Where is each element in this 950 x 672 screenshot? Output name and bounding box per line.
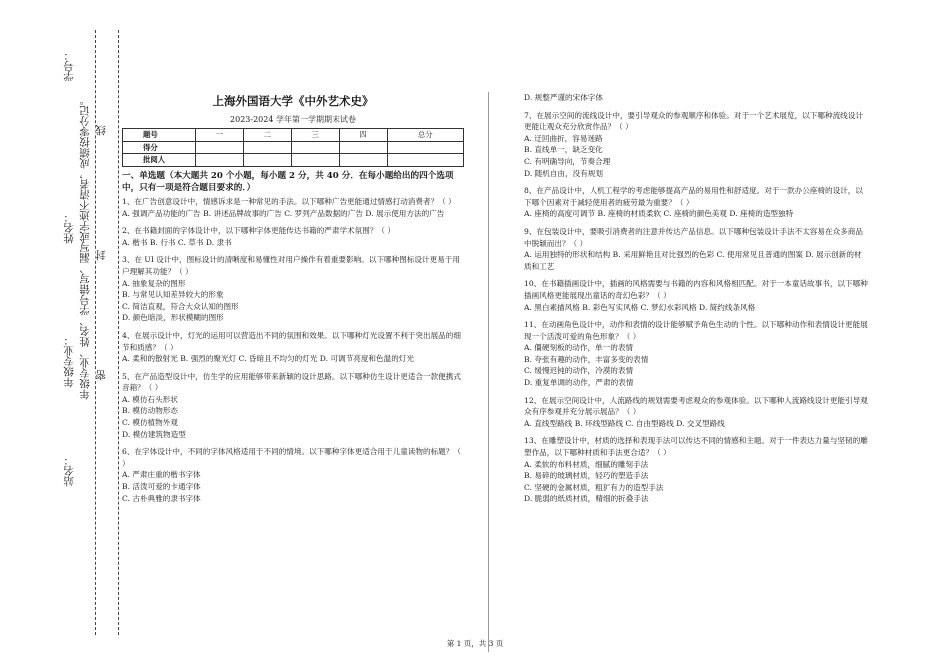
score-header-cell: 题号 bbox=[123, 129, 196, 142]
question bbox=[122, 196, 464, 219]
score-header-cell: 一 bbox=[196, 129, 244, 142]
answer-option: B. 活泼可爱的卡通字体 bbox=[122, 482, 201, 492]
score-cell bbox=[387, 141, 463, 154]
answer-option: B. 易碎的玻璃材质，轻巧的塑造手法 bbox=[524, 471, 649, 481]
question bbox=[122, 254, 464, 324]
question-stem: 4、在展示设计中，灯光的运用可以营造出不同的氛围和效果。以下哪种灯光设置不利于突出展品的细节和质感？（ ） bbox=[122, 330, 461, 352]
score-cell bbox=[291, 141, 339, 154]
score-table-row bbox=[123, 154, 464, 167]
score-cell bbox=[339, 154, 387, 167]
question-stem: 13、在雕塑设计中，材质的选择和表现手法可以传达不同的情感和主题。对于一件表达力量与坚韧的雕塑作品，以下哪种材质和手法更合适？（ ） bbox=[524, 436, 868, 458]
answer-option: D. 脆弱的纸质材质，精细的折叠手法 bbox=[524, 494, 649, 504]
seal-mark-xian: 线 bbox=[95, 125, 107, 136]
exam-subtitle: 2023-2024 学年第一学期期末试卷 bbox=[230, 114, 356, 124]
score-cell bbox=[196, 154, 244, 167]
seal-mark-feng: 封 bbox=[95, 250, 107, 261]
answer-option: A. 迂回曲折，容易迷路 bbox=[524, 133, 603, 143]
score-cell bbox=[291, 154, 339, 167]
answer-option: D. 重复单调的动作，严肃的表情 bbox=[524, 378, 634, 388]
station-label: 站名： bbox=[63, 455, 75, 487]
question bbox=[122, 371, 464, 441]
question-stem: 2、在书籍封面的字体设计中，以下哪种字体更能传达书籍的严肃学术氛围？（ ） bbox=[122, 226, 396, 236]
question bbox=[524, 185, 869, 220]
cut-line-outer bbox=[95, 30, 96, 635]
answer-option: A. 运用独特的形状和结构 B. 采用鲜艳且对比强烈的色彩 C. 使用常见且普通的图案 D. 展示创新的材质和工艺 bbox=[524, 250, 862, 271]
answer-option: C. 模仿植物外观 bbox=[122, 418, 178, 428]
page-footer: 第 1 页，共 3 页 bbox=[446, 639, 504, 648]
score-cell bbox=[243, 154, 291, 167]
question bbox=[524, 435, 869, 505]
answer-option: A. 直线型路线 B. 环线型路线 C. 自由型路线 D. 交叉型路线 bbox=[524, 418, 725, 428]
question bbox=[524, 92, 869, 104]
answer-option: A. 座椅的高度可调节 B. 座椅的材质柔软 C. 座椅的颜色美观 D. 座椅的造型独特 bbox=[524, 209, 794, 219]
question bbox=[524, 395, 869, 430]
score-header-cell: 二 bbox=[243, 129, 291, 142]
score-cell bbox=[196, 141, 244, 154]
answer-option: D. 颜色暗淡，形状模糊的图形 bbox=[122, 313, 224, 323]
question bbox=[524, 278, 869, 313]
score-cell bbox=[387, 154, 463, 167]
answer-option: C. 坚硬的金属材质，粗犷有力的造型手法 bbox=[524, 482, 664, 492]
score-row-label: 批阅人 bbox=[123, 154, 196, 167]
score-row-label: 得分 bbox=[123, 141, 196, 154]
question-stem: 9、在包装设计中，要吸引消费者的注意并传达产品信息。以下哪种包装设计手法不太容易在众多商品中脱颖而出？（ ） bbox=[524, 226, 863, 248]
score-table-row bbox=[123, 141, 464, 154]
question-list-left bbox=[122, 196, 464, 504]
answer-option: A. 柔和的散射光 B. 强烈的聚光灯 C. 昏暗且不均匀的灯光 D. 可调节亮度和色温的灯光 bbox=[122, 354, 414, 364]
answer-option: C. 古朴典雅的隶书字体 bbox=[122, 493, 201, 503]
score-cell bbox=[339, 141, 387, 154]
answer-option: D. 模仿建筑物造型 bbox=[122, 429, 186, 439]
question-stem: 10、在书籍插画设计中，插画的风格需要与书籍的内容和风格相匹配。对于一本童话故事书，以下哪种插画风格更能展现出童话的奇幻色彩？（ ） bbox=[524, 279, 868, 300]
question-stem: 1、在广告创意设计中，情感诉求是一种常见的手法。以下哪种广告更能通过情感打动消费者？（ ） bbox=[122, 196, 456, 206]
question-stem: 8、在产品设计中，人机工程学的考虑能够提高产品的易用性和舒适度。对于一款办公座椅的设计，以下哪个因素对于减轻使用者的疲劳最为重要？（ ） bbox=[524, 186, 863, 207]
grade-major-label: 年级专业： bbox=[63, 335, 75, 388]
question bbox=[524, 110, 869, 180]
answer-option: A. 黑白素描风格 B. 彩色写实风格 C. 梦幻水彩风格 D. 简约线条风格 bbox=[524, 302, 756, 312]
score-table bbox=[122, 128, 464, 167]
question bbox=[122, 225, 464, 248]
answer-option: A. 严肃庄重的楷书字体 bbox=[122, 470, 201, 480]
answer-option: A. 强调产品功能的广告 B. 讲述品牌故事的广告 C. 罗列产品数据的广告 D. 展示使用方法的广告 bbox=[122, 208, 445, 218]
left-column bbox=[122, 92, 464, 510]
binding-margin bbox=[0, 0, 120, 672]
score-cell bbox=[243, 141, 291, 154]
answer-option: C. 有明确导向，节奏合理 bbox=[524, 156, 611, 166]
question-list-right bbox=[524, 92, 869, 505]
score-header-cell: 三 bbox=[291, 129, 339, 142]
answer-option: B. 夸张有趣的动作，丰富多变的表情 bbox=[524, 354, 649, 364]
answer-option: D. 规整严谨的宋体字体 bbox=[524, 93, 603, 102]
answer-option: A. 楷书 B. 行书 C. 草书 D. 隶书 bbox=[122, 237, 232, 247]
question bbox=[524, 226, 869, 272]
student-id-label: 学号： bbox=[63, 50, 75, 82]
seal-mark-mi: 密 bbox=[95, 370, 107, 381]
name-label: 姓名： bbox=[63, 212, 75, 244]
question bbox=[122, 330, 464, 365]
answer-option: C. 缓慢迟钝的动作，冷漠的表情 bbox=[524, 366, 634, 376]
answer-option: A. 柔软的布料材质，细腻的雕刻手法 bbox=[524, 459, 649, 469]
exam-title: 上海外国语大学《中外艺术史》 bbox=[212, 94, 374, 108]
question-stem: 12、在展示空间设计中，人流路线的规划需要考虑观众的参观体验。以下哪种人流路线设计更能引导观众有序参观并充分展示展品？（ ） bbox=[524, 395, 868, 417]
answer-option: A. 模仿石头形状 bbox=[122, 394, 178, 404]
question-stem: 5、在产品造型设计中，仿生学的应用能够带来新颖的设计思路。以下哪种仿生设计更适合一款便携式音箱？（ ） bbox=[122, 371, 461, 393]
warning-note: 年级专业、姓名、学号错写、漏写或字迹不清者，成绩按零分记。 bbox=[79, 95, 91, 400]
section-heading: 一、单选题（本大题共 20 个小题，每小题 2 分，共 40 分．在每小题给出的四个选项中，只有一项是符合题目要求的．） bbox=[122, 170, 454, 193]
score-header-cell: 四 bbox=[339, 129, 387, 142]
question-stem: 6、在字体设计中，不同的字体风格适用于不同的情境。以下哪种字体更适合用于儿童读物的标题？（ ） bbox=[122, 447, 461, 468]
score-header-cell: 总分 bbox=[387, 129, 463, 142]
question-stem: 7、在展示空间的流线设计中，要引导观众的参观顺序和体验。对于一个艺术展览，以下哪种流线设计更能让观众充分欣赏作品？（ ） bbox=[524, 110, 863, 132]
right-column bbox=[524, 92, 869, 511]
question-stem: 3、在 UI 设计中，图标设计的清晰度和易懂性对用户操作有着重要影响。以下哪种图标设计更易于用户理解其功能？（ ） bbox=[122, 255, 460, 276]
answer-option: B. 与常见认知差异较大的形象 bbox=[122, 290, 224, 300]
question bbox=[122, 446, 464, 504]
answer-option: D. 随机自由，没有规划 bbox=[524, 168, 603, 178]
answer-option: A. 僵硬刻板的动作，单一的表情 bbox=[524, 343, 634, 353]
score-table-header-row bbox=[123, 129, 464, 142]
answer-option: B. 直线单一，缺乏变化 bbox=[524, 145, 603, 155]
answer-option: C. 简洁直观，符合大众认知的图形 bbox=[122, 301, 239, 311]
cut-line-inner bbox=[118, 30, 119, 635]
answer-option: A. 抽象复杂的图形 bbox=[122, 278, 186, 288]
question bbox=[524, 319, 869, 389]
column-divider bbox=[488, 92, 489, 652]
answer-option: B. 模仿动物形态 bbox=[122, 406, 178, 416]
question-stem: 11、在动画角色设计中，动作和表情的设计能够赋予角色生动的个性。以下哪种动作和表情设计更能展现一个活泼可爱的角色形象？（ ） bbox=[524, 320, 868, 341]
